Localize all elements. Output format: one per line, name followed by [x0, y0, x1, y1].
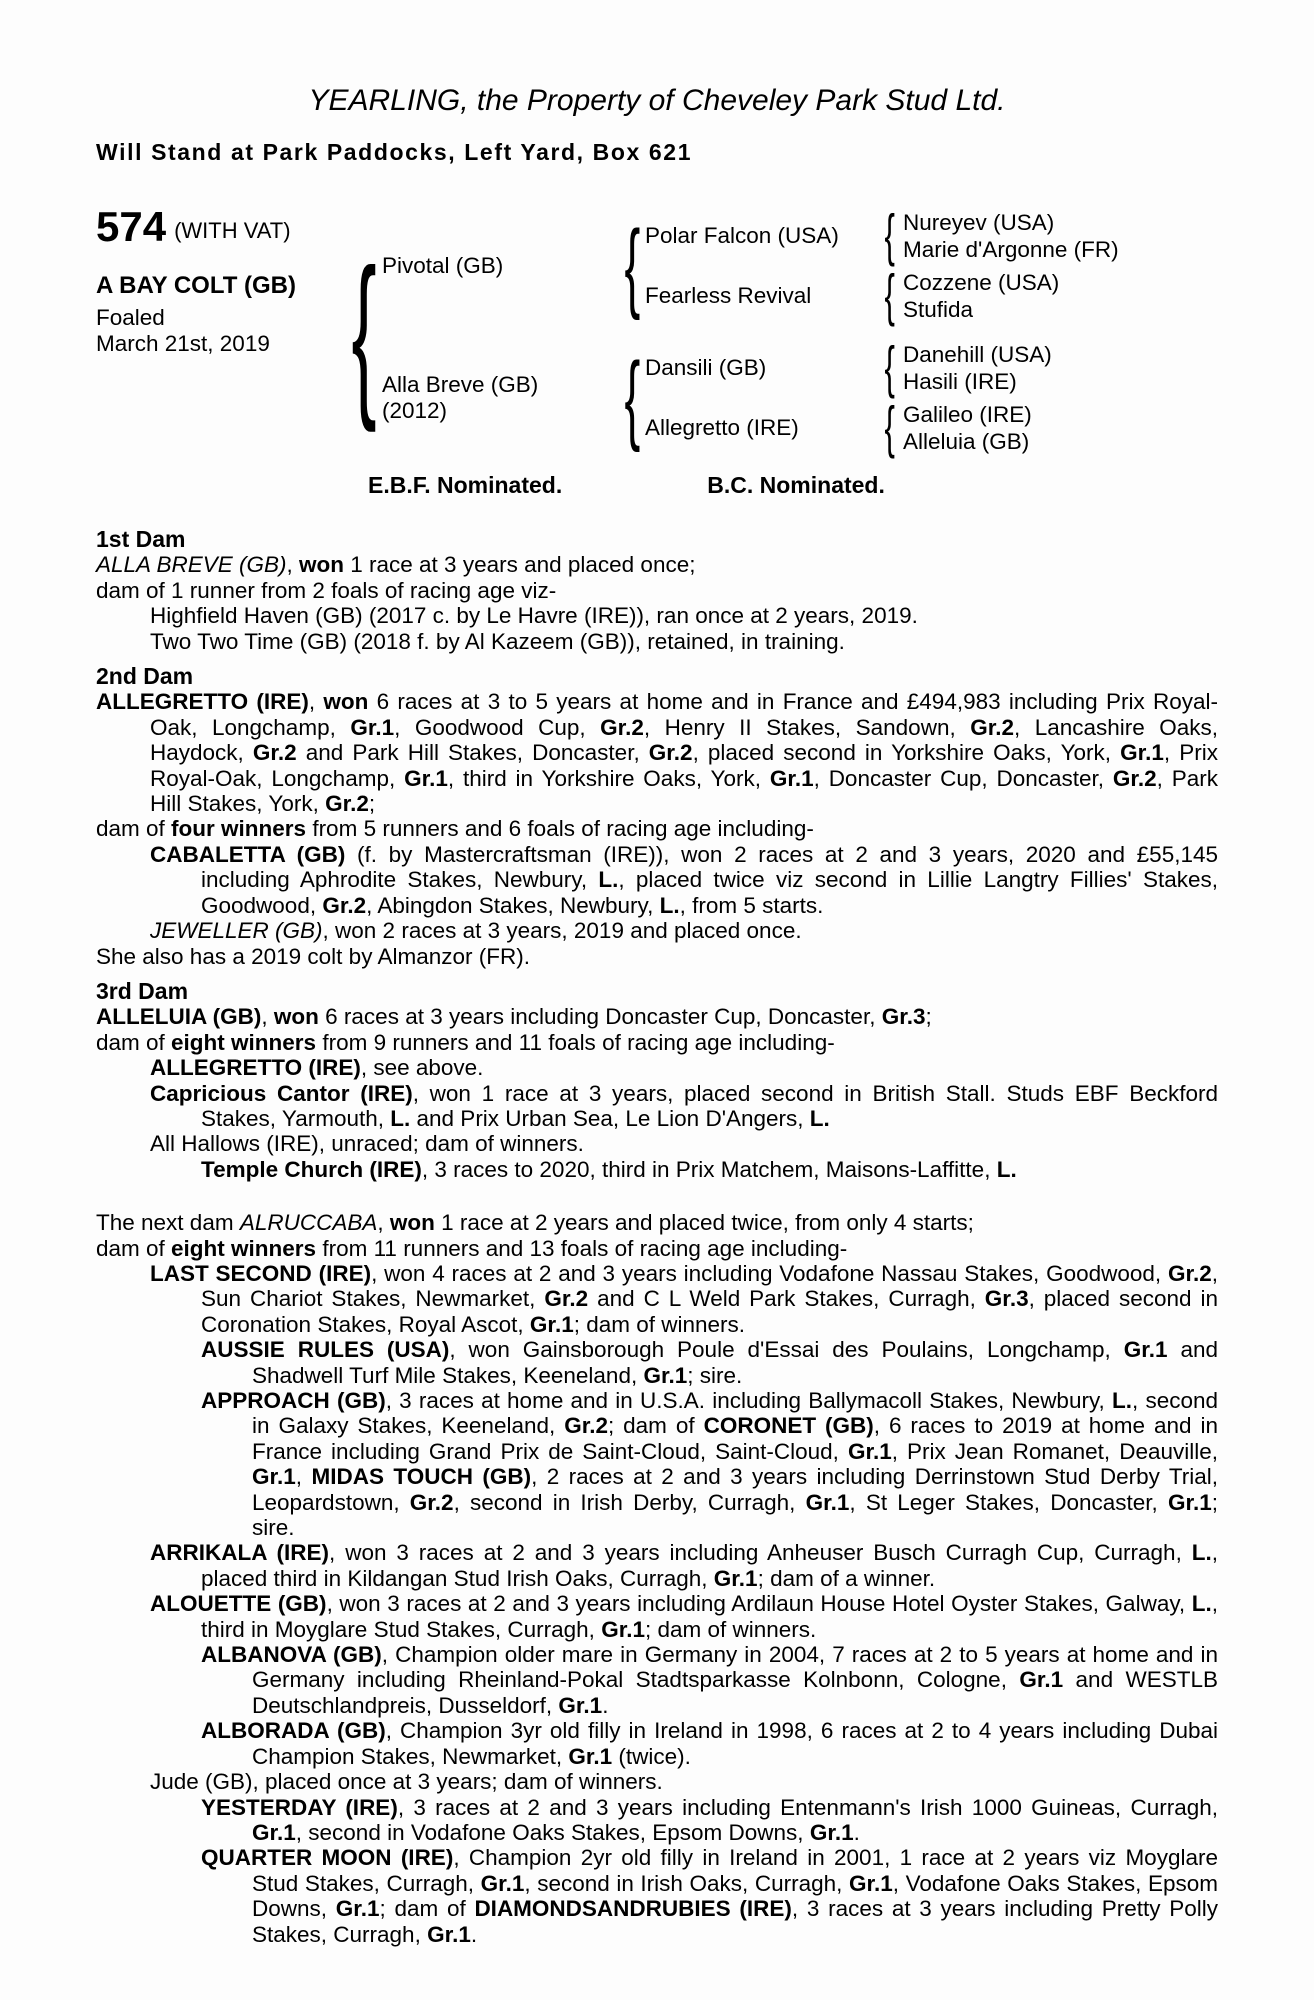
pedigree-brace: { [884, 336, 896, 400]
pedigree-sire-sire: Polar Falcon (USA) [645, 223, 839, 248]
pedigree-tree [346, 206, 1243, 458]
pedigree-brace: { [624, 210, 640, 322]
pedigree-sire-row [382, 206, 1243, 326]
pedigree-sire: Pivotal (GB) [382, 253, 504, 278]
pedigree-sire-sire-row [645, 204, 1243, 268]
pedigree-great-granddam: Alleluia (GB) [903, 429, 1030, 454]
catalogue-paragraph: Capricious Cantor (IRE), won 1 race at 3 years, placed second in British Stall. Studs EBF Beckford Stakes, Yarmouth, L. and Prix Urban Sea, Le Lion D'Angers, L. [150, 1080, 1218, 1131]
catalogue-paragraph: The next dam ALRUCCABA, won 1 race at 2 years and placed twice, from only 4 starts; [96, 1210, 974, 1236]
catalogue-paragraph: ALLA BREVE (GB), won 1 race at 3 years and placed once; [96, 552, 696, 578]
pedigree-dam-name: Alla Breve (GB) [382, 372, 539, 397]
pedigree-sire-dam-row [645, 264, 1243, 328]
catalogue-paragraph: dam of four winners from 5 runners and 6 foals of racing age including- [96, 816, 814, 842]
vat-note: (WITH VAT) [174, 218, 291, 243]
section-heading: 1st Dam [96, 526, 186, 552]
lot-number-row [96, 203, 346, 250]
ebf-nomination: E.B.F. Nominated. [368, 472, 563, 498]
catalogue-paragraph: AUSSIE RULES (USA), won Gainsborough Poule d'Essai des Poulains, Longchamp, Gr.1 and Shadwell Turf Mile Stakes, Keeneland, Gr.1; sire. [201, 1337, 1218, 1388]
pedigree-brace: { [884, 396, 896, 460]
catalogue-paragraph: ALBORADA (GB), Champion 3yr old filly in Ireland in 1998, 6 races at 2 to 4 years including Dubai Champion Stakes, Newmarket, Gr.1 (twice). [201, 1718, 1219, 1769]
pedigree-great-grandsire: Danehill (USA) [903, 342, 1052, 367]
pedigree-great-grandsire: Cozzene (USA) [903, 270, 1060, 295]
catalogue-paragraph: All Hallows (IRE), unraced; dam of winners. [150, 1131, 584, 1157]
pedigree-dam-sire: Dansili (GB) [645, 355, 767, 380]
catalogue-paragraph: JEWELLER (GB), won 2 races at 3 years, 2019 and placed once. [150, 918, 802, 944]
pedigree-brace: { [884, 264, 896, 328]
catalogue-paragraph: ALLEGRETTO (IRE), won 6 races at 3 to 5 years at home and in France and £494,983 including Prix Royal-Oak, Longchamp, Gr.1, Goodwood Cup, Gr.2, Henry II Stakes, Sandown, Gr.2, Lancashire Oaks, Haydock, Gr.2 and Park Hill Stakes, Doncaster, Gr.2, placed second in Yorkshire Oaks, York, Gr.1, Prix Royal-Oak, Longchamp, Gr.1, third in Yorkshire Oaks, York, Gr.1, Doncaster Cup, Doncaster, Gr.2, Park Hill Stakes, York, Gr.2; [96, 689, 1219, 817]
catalogue-paragraph: ALOUETTE (GB), won 3 races at 2 and 3 years including Ardilaun House Hotel Oyster Stakes, Galway, L., third in Moyglare Stud Stakes, Curragh, Gr.1; dam of winners. [150, 1591, 1218, 1642]
catalogue-paragraph: Two Two Time (GB) (2018 f. by Al Kazeem (GB)), retained, in training. [150, 628, 845, 654]
pedigree-dam-row [382, 338, 1243, 458]
section-heading: 2nd Dam [96, 663, 194, 690]
catalogue-paragraph: LAST SECOND (IRE), won 4 races at 2 and 3 years including Vodafone Nassau Stakes, Goodwood, Gr.2, Sun Chariot Stakes, Newmarket, Gr.2 and C L Weld Park Stakes, Curragh, Gr.3, placed second in Coronation Stakes, Royal Ascot, Gr.1; dam of winners. [150, 1260, 1218, 1337]
pedigree-great-grandsire: Nureyev (USA) [903, 210, 1055, 235]
pedigree-brace: { [351, 231, 377, 433]
pedigree-dam-sire-row [645, 336, 1243, 400]
catalogue-paragraph: dam of eight winners from 11 runners and 13 foals of racing age including- [96, 1235, 848, 1261]
catalogue-paragraph: Jude (GB), placed once at 3 years; dam of winners. [150, 1769, 663, 1795]
catalogue-paragraph: ALBANOVA (GB), Champion older mare in Germany in 2004, 7 races at 2 to 5 years at home and in Germany including Rheinland-Pokal Stadtsparkasse Kolnbonn, Cologne, Gr.1 and WESTLB Deutschlandpreis, Dusseldorf, Gr.1. [201, 1642, 1219, 1718]
catalogue-paragraph: YESTERDAY (IRE), 3 races at 2 and 3 years including Entenmann's Irish 1000 Guineas, Curragh, Gr.1, second in Vodafone Oaks Stakes, Epsom Downs, Gr.1. [201, 1794, 1218, 1845]
lot-info [96, 203, 346, 357]
pedigree-great-granddam: Stufida [903, 297, 974, 322]
pedigree-sections [96, 527, 1218, 1947]
pedigree-great-granddam: Marie d'Argonne (FR) [903, 237, 1119, 262]
pedigree-dam-dam-row [645, 396, 1243, 460]
pedigree-sire-dam: Fearless Revival [645, 283, 812, 308]
section-heading: 3rd Dam [96, 977, 189, 1004]
pedigree-block [96, 203, 1218, 460]
nominations-row [96, 472, 1218, 499]
catalogue-paragraph: CABALETTA (GB) (f. by Mastercraftsman (IRE)), won 2 races at 2 and 3 years, 2020 and £55,145 including Aphrodite Stakes, Newbury, L., placed twice viz second in Lillie Langtry Fillies' Stakes, Goodwood, Gr.2, Abingdon Stakes, Newbury, L., from 5 starts. [150, 841, 1218, 918]
catalogue-paragraph: dam of eight winners from 9 runners and 11 foals of racing age including- [96, 1029, 835, 1055]
catalogue-paragraph: ARRIKALA (IRE), won 3 races at 2 and 3 years including Anheuser Busch Curragh Cup, Curragh, L., placed third in Kildangan Stud Irish Oaks, Curragh, Gr.1; dam of a winner. [150, 1540, 1218, 1591]
bc-nomination: B.C. Nominated. [707, 472, 885, 498]
catalogue-paragraph: Highfield Haven (GB) (2017 c. by Le Havre (IRE)), ran once at 2 years, 2019. [150, 603, 918, 629]
horse-description: A BAY COLT (GB) [96, 272, 297, 299]
pedigree-brace: { [624, 342, 640, 454]
page-title: YEARLING, the Property of Cheveley Park Stud Ltd. [308, 84, 1006, 117]
pedigree-dam-dam: Allegretto (IRE) [645, 415, 799, 440]
catalogue-paragraph: ALLEGRETTO (IRE), see above. [150, 1055, 484, 1081]
pedigree-great-grandsire: Galileo (IRE) [903, 402, 1032, 427]
foaled-date: March 21st, 2019 [96, 331, 270, 356]
lot-number: 574 [96, 203, 167, 250]
catalogue-paragraph: QUARTER MOON (IRE), Champion 2yr old filly in Ireland in 2001, 1 race at 2 years viz Moyglare Stud Stakes, Curragh, Gr.1, second in Irish Oaks, Curragh, Gr.1, Vodafone Oaks Stakes, Epsom Downs, Gr.1; dam of DIAMONDSANDRUBIES (IRE), 3 races at 3 years including Pretty Polly Stakes, Curragh, Gr.1. [201, 1845, 1218, 1947]
pedigree-brace: { [884, 204, 896, 268]
foaled-label: Foaled [96, 305, 165, 330]
catalogue-paragraph: APPROACH (GB), 3 races at home and in U.S.A. including Ballymacoll Stakes, Newbury, L., second in Galaxy Stakes, Keeneland, Gr.2; dam of CORONET (GB), 6 races to 2019 at home and in France including Grand Prix de Saint-Cloud, Saint-Cloud, Gr.1, Prix Jean Romanet, Deauville, Gr.1, MIDAS TOUCH (GB), 2 races at 2 and 3 years including Derrinstown Stud Derby Trial, Leopardstown, Gr.2, second in Irish Derby, Curragh, Gr.1, St Leger Stakes, Doncaster, Gr.1; sire. [201, 1388, 1219, 1541]
stand-location-line: Will Stand at Park Paddocks, Left Yard, Box 621 [96, 139, 693, 165]
pedigree-dam-year: (2012) [382, 398, 448, 423]
catalogue-paragraph: ALLELUIA (GB), won 6 races at 3 years including Doncaster Cup, Doncaster, Gr.3; [96, 1004, 932, 1030]
catalogue-paragraph: She also has a 2019 colt by Almanzor (FR). [96, 943, 530, 969]
catalogue-paragraph: Temple Church (IRE), 3 races to 2020, third in Prix Matchem, Maisons-Laffitte, L. [201, 1156, 1017, 1182]
catalogue-paragraph: dam of 1 runner from 2 foals of racing age viz- [96, 577, 557, 603]
pedigree-great-granddam: Hasili (IRE) [903, 369, 1017, 394]
pedigree-dam [382, 372, 619, 424]
